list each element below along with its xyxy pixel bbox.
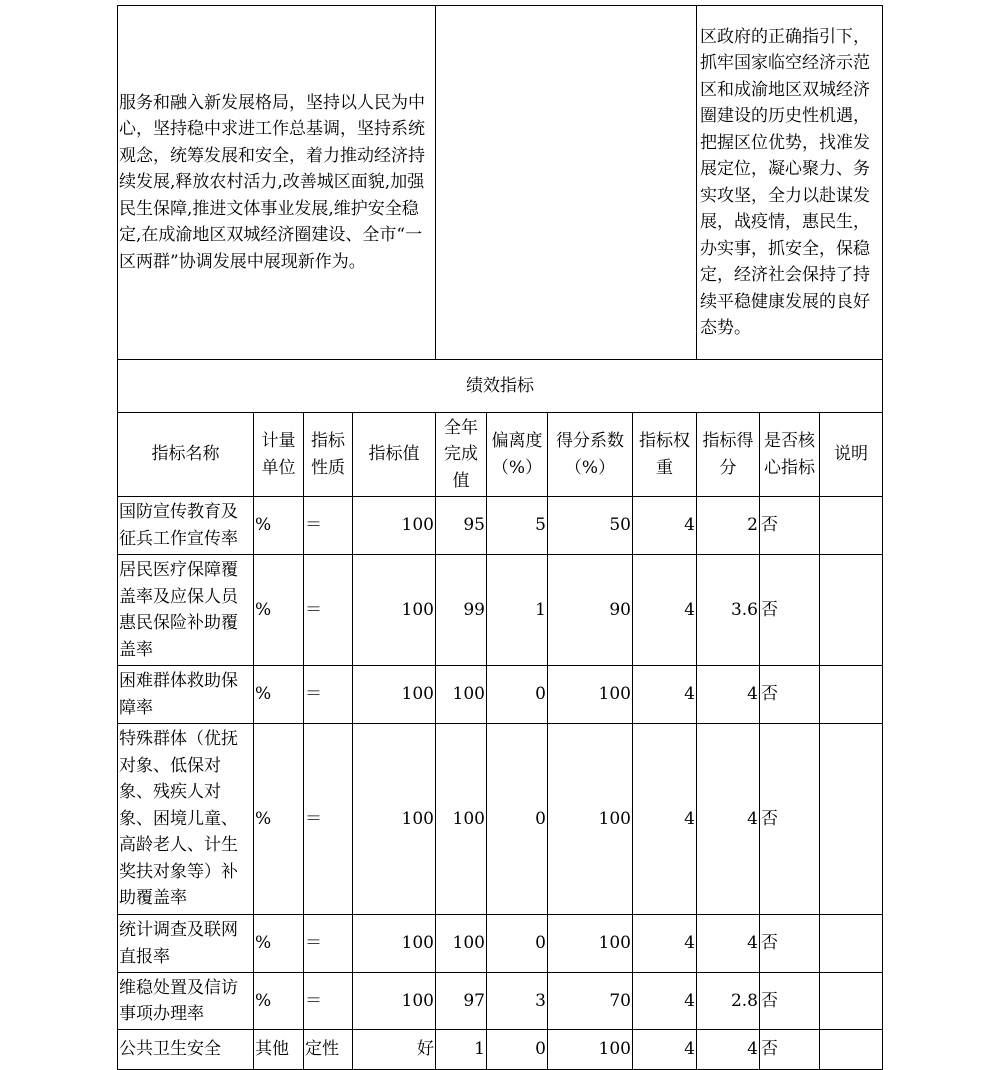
intro-row (118, 6, 883, 360)
row-complete: 95 (436, 497, 487, 555)
row-complete: 100 (436, 915, 487, 973)
header-core: 是否核 心指标 (760, 413, 820, 497)
row-note (820, 724, 883, 915)
row-unit: % (254, 915, 304, 973)
row-target: 100 (353, 724, 436, 915)
row-weight: 4 (633, 666, 697, 724)
row-complete: 100 (436, 666, 487, 724)
row-score: 4 (697, 1030, 760, 1070)
row-core: 否 (760, 555, 820, 666)
row-weight: 4 (633, 915, 697, 973)
row-deviation: 1 (487, 555, 548, 666)
table-row (118, 1030, 883, 1070)
header-deviation: 偏离度 （%） (487, 413, 548, 497)
header-target: 指标值 (353, 413, 436, 497)
table-row (118, 973, 883, 1030)
table-row (118, 555, 883, 666)
row-core: 否 (760, 724, 820, 915)
row-name: 国防宣传教育及征兵工作宣传率 (118, 497, 254, 555)
row-score: 3.6 (697, 555, 760, 666)
row-deviation: 3 (487, 973, 548, 1030)
row-target: 100 (353, 497, 436, 555)
row-score: 4 (697, 915, 760, 973)
row-weight: 4 (633, 1030, 697, 1070)
header-nature: 指标 性质 (304, 413, 353, 497)
row-name: 特殊群体（优抚对象、低保对象、残疾人对象、困境儿童、高龄老人、计生奖扶对象等）补助覆盖率 (118, 724, 254, 915)
table-row (118, 666, 883, 724)
row-core: 否 (760, 1030, 820, 1070)
intro-left-cell: 服务和融入新发展格局，坚持以人民为中心，坚持稳中求进工作总基调，坚持系统观念，统筹发展和安全，着力推动经济持续发展,释放农村活力,改善城区面貌,加强民生保障,推进文体事业发展,维护安全稳定,在成渝地区双城经济圈建设、全市“一区两群”协调发展中展现新作为。 (118, 6, 436, 360)
row-target: 100 (353, 666, 436, 724)
row-deviation: 0 (487, 666, 548, 724)
row-nature: 定性 (304, 1030, 353, 1070)
row-nature: ＝ (304, 497, 353, 555)
row-complete: 100 (436, 724, 487, 915)
row-nature: ＝ (304, 666, 353, 724)
row-note (820, 666, 883, 724)
row-name: 困难群体救助保障率 (118, 666, 254, 724)
header-row (118, 413, 883, 497)
intro-middle-cell (436, 6, 697, 360)
header-unit: 计量 单位 (254, 413, 304, 497)
row-unit: % (254, 724, 304, 915)
row-coef: 50 (548, 497, 633, 555)
section-title-row (118, 360, 883, 413)
row-nature: ＝ (304, 915, 353, 973)
row-complete: 97 (436, 973, 487, 1030)
row-name: 维稳处置及信访事项办理率 (118, 973, 254, 1030)
row-coef: 100 (548, 915, 633, 973)
row-coef: 100 (548, 666, 633, 724)
row-nature: ＝ (304, 724, 353, 915)
row-core: 否 (760, 497, 820, 555)
row-target: 100 (353, 555, 436, 666)
section-title: 绩效指标 (118, 360, 883, 413)
header-complete: 全年 完成 值 (436, 413, 487, 497)
row-deviation: 0 (487, 724, 548, 915)
row-name: 居民医疗保障覆盖率及应保人员惠民保险补助覆盖率 (118, 555, 254, 666)
row-weight: 4 (633, 497, 697, 555)
header-note: 说明 (820, 413, 883, 497)
row-coef: 100 (548, 724, 633, 915)
row-deviation: 5 (487, 497, 548, 555)
header-coef: 得分系数 （%） (548, 413, 633, 497)
row-unit: % (254, 666, 304, 724)
row-coef: 70 (548, 973, 633, 1030)
row-unit: % (254, 497, 304, 555)
row-score: 4 (697, 666, 760, 724)
row-complete: 99 (436, 555, 487, 666)
header-name: 指标名称 (118, 413, 254, 497)
row-complete: 1 (436, 1030, 487, 1070)
row-unit: % (254, 555, 304, 666)
row-note (820, 1030, 883, 1070)
row-nature: ＝ (304, 555, 353, 666)
performance-table (117, 5, 883, 1070)
row-deviation: 0 (487, 1030, 548, 1070)
row-core: 否 (760, 915, 820, 973)
row-score: 4 (697, 724, 760, 915)
row-unit: 其他 (254, 1030, 304, 1070)
header-score: 指标得 分 (697, 413, 760, 497)
row-weight: 4 (633, 555, 697, 666)
table-row (118, 915, 883, 973)
row-score: 2 (697, 497, 760, 555)
row-coef: 90 (548, 555, 633, 666)
row-core: 否 (760, 666, 820, 724)
row-weight: 4 (633, 724, 697, 915)
row-note (820, 973, 883, 1030)
row-target: 100 (353, 973, 436, 1030)
intro-right-cell: 区政府的正确指引下，抓牢国家临空经济示范区和成渝地区双城经济圈建设的历史性机遇，把握区位优势，找准发展定位，凝心聚力、务实攻坚，全力以赴谋发展，战疫情，惠民生，办实事，抓安全，保稳定，经济社会保持了持续平稳健康发展的良好态势。 (697, 6, 883, 360)
row-name: 统计调查及联网直报率 (118, 915, 254, 973)
row-note (820, 497, 883, 555)
row-unit: % (254, 973, 304, 1030)
row-score: 2.8 (697, 973, 760, 1030)
row-nature: ＝ (304, 973, 353, 1030)
row-note (820, 555, 883, 666)
row-core: 否 (760, 973, 820, 1030)
row-name: 公共卫生安全 (118, 1030, 254, 1070)
row-deviation: 0 (487, 915, 548, 973)
header-weight: 指标权 重 (633, 413, 697, 497)
row-target: 好 (353, 1030, 436, 1070)
row-target: 100 (353, 915, 436, 973)
table-row (118, 497, 883, 555)
row-weight: 4 (633, 973, 697, 1030)
row-note (820, 915, 883, 973)
row-coef: 100 (548, 1030, 633, 1070)
table-row (118, 724, 883, 915)
